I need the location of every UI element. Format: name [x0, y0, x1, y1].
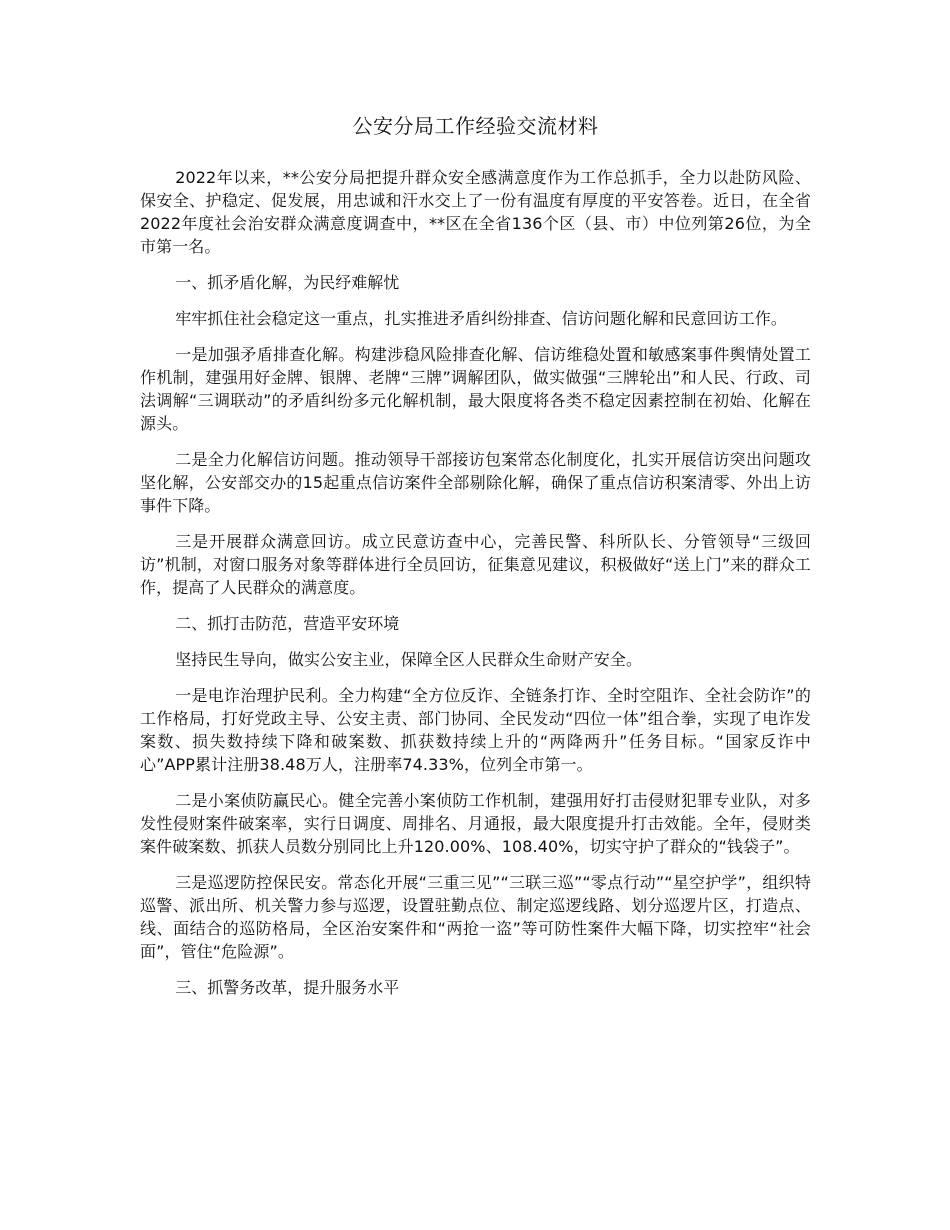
- section-2-item-1: 一是电诈治理护民利。全力构建“全方位反诈、全链条打诈、全时空阻诈、全社会防诈”的工作格局，打好党政主导、公安主责、部门协同、全民发动“四位一体”组合拳，实现了电诈发案数、损失数持续下降和破案数、抓获数持续上升的“两降两升”任务目标。“国家反诈中心”APP累计注册38.48万人，注册率74.33%，位列全市第一。: [140, 686, 811, 774]
- section-2-item-2: 二是小案侦防赢民心。健全完善小案侦防工作机制，建强用好打击侵财犯罪专业队，对多发性侵财案件破案率，实行日调度、周排名、月通报，最大限度提升打击效能。全年，侵财类案件破案数、抓获人员数分别同比上升120.00%、108.40%，切实守护了群众的“钱袋子”。: [140, 791, 811, 856]
- document-body: [140, 112, 811, 1012]
- intro-paragraph: 2022年以来，**公安分局把提升群众安全感满意度作为工作总抓手，全力以赴防风险、保安全、护稳定、促发展，用忠诚和汗水交上了一份有温度有厚度的平安答卷。近日，在全省2022年度社会治安群众满意度调查中，**区在全省136个区（县、市）中位列第26位，为全市第一名。: [140, 168, 811, 256]
- section-1-item-2: 二是全力化解信访问题。推动领导干部接访包案常态化制度化，扎实开展信访突出问题攻坚化解，公安部交办的15起重点信访案件全部剔除化解，确保了重点信访积案清零、外出上访事件下降。: [140, 450, 811, 515]
- section-1-item-1: 一是加强矛盾排查化解。构建涉稳风险排查化解、信访维稳处置和敏感案事件舆情处置工作机制，建强用好金牌、银牌、老牌“三牌”调解团队，做实做强“三牌轮出”和人民、行政、司法调解“三调联动”的矛盾纠纷多元化解机制，最大限度将各类不稳定因素控制在初始、化解在源头。: [140, 345, 811, 433]
- section-2-item-3: 三是巡逻防控保民安。常态化开展“三重三见”“三联三巡”“零点行动”“星空护学”，组织特巡警、派出所、机关警力参与巡逻，设置驻勤点位、制定巡逻线路、划分巡逻片区，打造点、线、面结合的巡防格局，全区治安案件和“两抢一盗”等可防性案件大幅下降，切实控牢“社会面”，管住“危险源”。: [140, 873, 811, 961]
- section-heading-2: 二、抓打击防范，营造平安环境: [175, 614, 400, 633]
- section-1-intro: 牢牢抓住社会稳定这一重点，扎实推进矛盾纠纷排查、信访问题化解和民意回访工作。: [175, 309, 787, 328]
- section-2-intro: 坚持民生导向，做实公安主业，保障全区人民群众生命财产安全。: [175, 650, 643, 669]
- section-heading-1: 一、抓矛盾化解，为民纾难解忧: [175, 273, 400, 292]
- section-heading-3: 三、抓警务改革，提升服务水平: [175, 978, 400, 997]
- section-1-item-3: 三是开展群众满意回访。成立民意访查中心，完善民警、科所队长、分管领导“三级回访”机制，对窗口服务对象等群体进行全员回访，征集意见建议，积极做好“送上门”来的群众工作，提高了人民群众的满意度。: [140, 532, 811, 597]
- document-title: 公安分局工作经验交流材料: [352, 114, 599, 138]
